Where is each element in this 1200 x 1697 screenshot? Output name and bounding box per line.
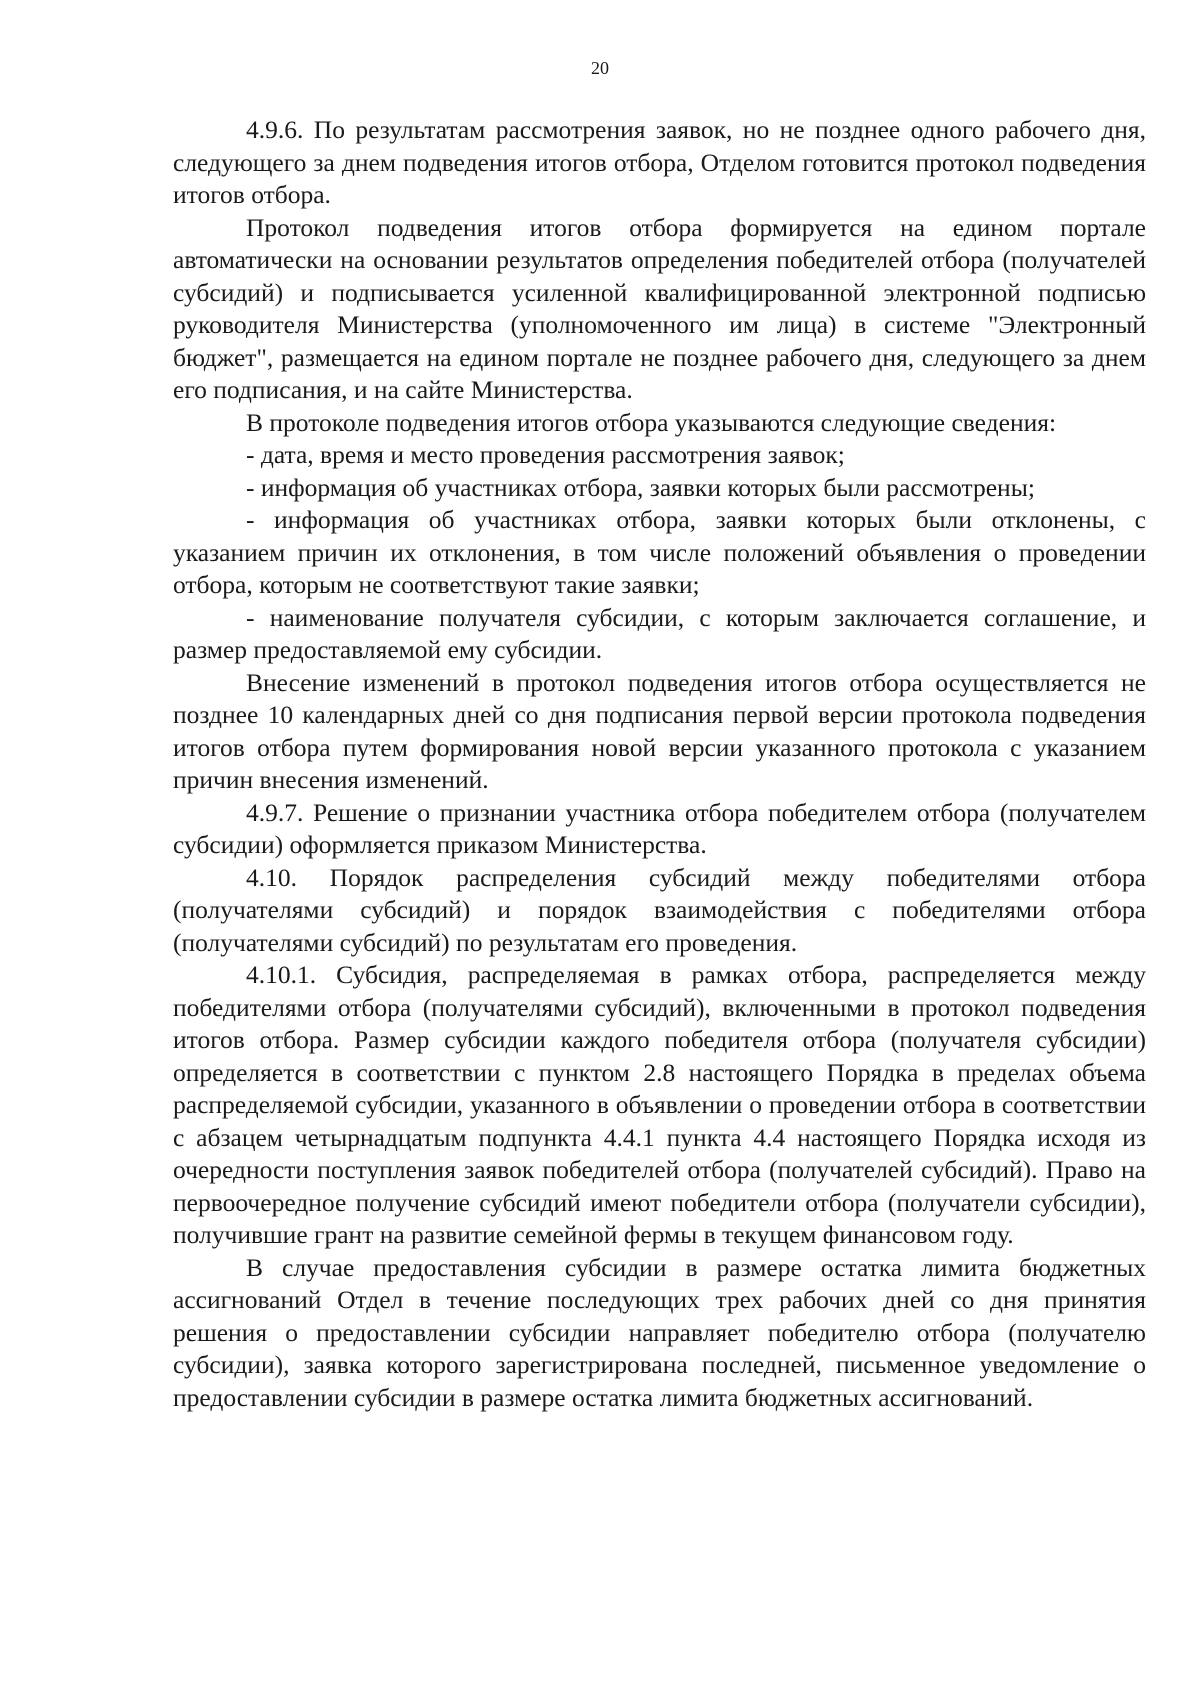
paragraph-protocol-contents-intro: В протоколе подведения итогов отбора указываются следующие сведения: bbox=[246, 407, 1057, 437]
paragraph-4-9-7: 4.9.7. Решение о признании участника отбора победителем отбора (получателем субсидии) оформляется приказом Министерства. bbox=[173, 797, 1146, 859]
document-body bbox=[173, 114, 1146, 1414]
paragraph-protocol-formation: Протокол подведения итогов отбора формируется на едином портале автоматически на основании результатов определения победителей отбора (получателей субсидий) и подписывается усиленной квалифицированной электронной подписью руководителя Министерства (уполномоченного им лица) в системе "Электронный бюджет", размещается на едином портале не позднее рабочего дня, следующего за днем его подписания, и на сайте Министерства. bbox=[173, 212, 1146, 404]
page-number: 20 bbox=[591, 58, 609, 78]
list-item-considered-participants: - информация об участниках отбора, заявки которых были рассмотрены; bbox=[246, 472, 1035, 502]
list-item-date-time-place: - дата, время и место проведения рассмотрения заявок; bbox=[246, 440, 845, 469]
paragraph-limit-remainder: В случае предоставления субсидии в размере остатка лимита бюджетных ассигнований Отдел в течение последующих трех рабочих дней со дня принятия решения о предоставлении субсидии направляет победителю отбора (получателю субсидии), заявка которого зарегистрирована последней, письменное уведомление о предоставлении субсидии в размере остатка лимита бюджетных ассигнований. bbox=[173, 1252, 1146, 1412]
paragraph-4-9-6: 4.9.6. По результатам рассмотрения заявок, но не позднее одного рабочего дня, следующего за днем подведения итогов отбора, Отделом готовится протокол подведения итогов отбора. bbox=[173, 115, 1146, 209]
paragraph-protocol-changes: Внесение изменений в протокол подведения итогов отбора осуществляется не позднее 10 календарных дней со дня подписания первой версии протокола подведения итогов отбора путем формирования новой версии указанного протокола с указанием причин внесения изменений. bbox=[173, 667, 1146, 794]
list-item-rejected-participants: - информация об участниках отбора, заявки которых были отклонены, с указанием причин их отклонения, в том числе положений объявления о проведении отбора, которым не соответствуют такие заявки; bbox=[173, 505, 1146, 599]
list-item-recipient-name: - наименование получателя субсидии, с которым заключается соглашение, и размер предоставляемой ему субсидии. bbox=[173, 602, 1146, 664]
paragraph-4-10-1: 4.10.1. Субсидия, распределяемая в рамках отбора, распределяется между победителями отбора (получателями субсидий), включенными в протокол подведения итогов отбора. Размер субсидии каждого победителя отбора (получателя субсидии) определяется в соответствии с пунктом 2.8 настоящего Порядка в пределах объема распределяемой субсидии, указанного в объявлении о проведении отбора в соответствии с абзацем четырнадцатым подпункта 4.4.1 пункта 4.4 настоящего Порядка исходя из очередности поступления заявок победителей отбора (получателей субсидий). Право на первоочередное получение субсидий имеют победители отбора (получатели субсидии), получившие грант на развитие семейной фермы в текущем финансовом году. bbox=[173, 960, 1146, 1249]
paragraph-4-10: 4.10. Порядок распределения субсидий между победителями отбора (получателями субсидий) и порядок взаимодействия с победителями отбора (получателями субсидий) по результатам его проведения. bbox=[173, 862, 1146, 957]
